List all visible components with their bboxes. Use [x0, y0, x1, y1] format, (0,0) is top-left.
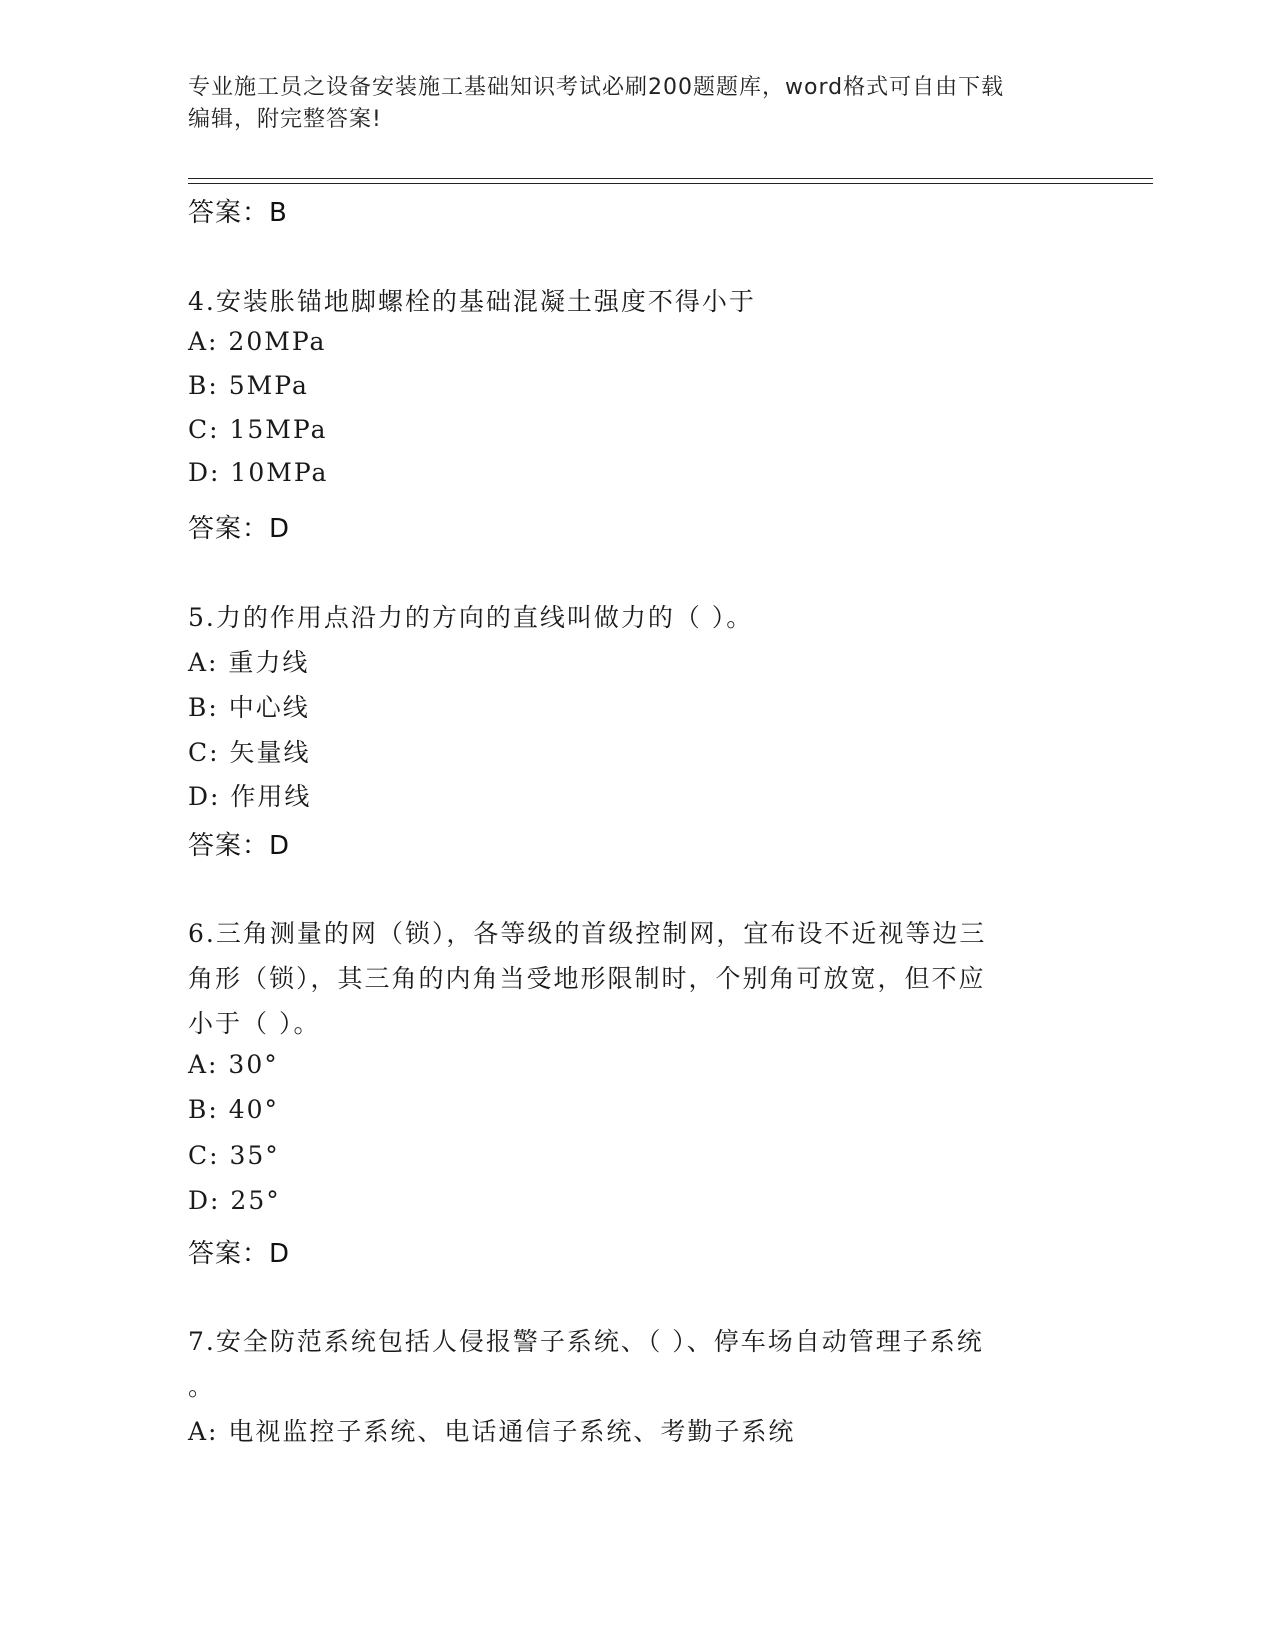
header-divider-top	[188, 178, 1153, 179]
previous-answer: 答案：B	[188, 198, 288, 228]
question-6-stem-line-3: 小于（ ）。	[188, 1009, 321, 1038]
document-header	[188, 72, 1088, 136]
question-5-option-b: B: 中心线	[188, 693, 310, 722]
question-6-option-a: A: 30°	[188, 1050, 279, 1079]
question-5-option-a: A: 重力线	[188, 648, 310, 677]
header-line-1: 专业施工员之设备安装施工基础知识考试必刷200题题库，word格式可自由下载	[188, 75, 1005, 100]
question-4-answer: 答案：D	[188, 514, 291, 544]
question-6-option-b: B: 40°	[188, 1095, 280, 1124]
question-7-stem-line-2: 。	[188, 1372, 216, 1401]
question-4-option-b: B: 5MPa	[188, 371, 309, 400]
question-6-option-c: C: 35°	[188, 1141, 280, 1170]
question-4-option-a: A: 20MPa	[188, 327, 327, 356]
question-6-option-d: D: 25°	[188, 1186, 281, 1215]
question-6-answer: 答案：D	[188, 1239, 291, 1269]
question-7-stem-line-1: 7.安全防范系统包括人侵报警子系统、（ ）、停车场自动管理子系统	[188, 1327, 984, 1356]
header-line-2: 编辑，附完整答案!	[188, 107, 382, 132]
question-4-stem: 4.安装胀锚地脚螺栓的基础混凝土强度不得小于	[188, 287, 756, 316]
question-6-stem-line-1: 6.三角测量的网（锁），各等级的首级控制网，宜布设不近视等边三	[188, 919, 987, 948]
question-4-option-d: D: 10MPa	[188, 458, 329, 487]
question-4-option-c: C: 15MPa	[188, 415, 328, 444]
header-divider-bottom	[188, 183, 1153, 184]
question-6-stem-line-2: 角形（锁），其三角的内角当受地形限制时，个别角可放宽，但不应	[188, 964, 986, 993]
question-5-option-c: C: 矢量线	[188, 738, 311, 767]
question-5-option-d: D: 作用线	[188, 782, 312, 811]
question-7-option-a: A: 电视监控子系统、电话通信子系统、考勤子系统	[188, 1417, 796, 1446]
question-5-stem: 5.力的作用点沿力的方向的直线叫做力的（ ）。	[188, 603, 754, 632]
question-5-answer: 答案：D	[188, 831, 291, 861]
